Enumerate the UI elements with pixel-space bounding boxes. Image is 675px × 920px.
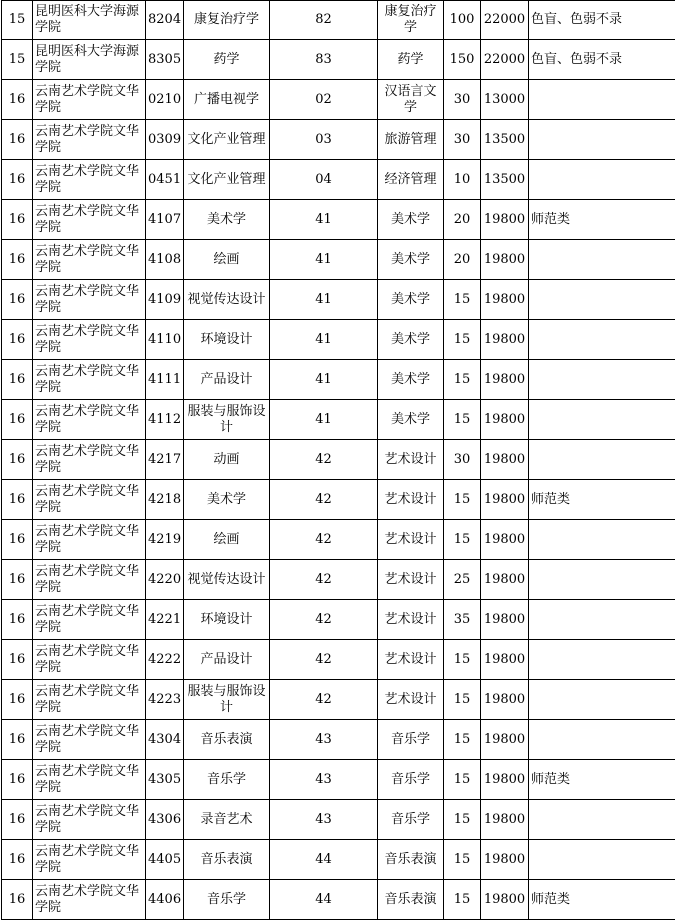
group-code-cell: 41 — [270, 360, 378, 400]
plan-count-cell: 100 — [444, 1, 481, 40]
tuition-fee-cell: 19800 — [481, 720, 529, 760]
major-code-cell: 0451 — [146, 160, 184, 200]
note-cell: 色盲、色弱不录 — [529, 1, 675, 40]
note-cell — [529, 240, 675, 280]
major-name-cell: 广播电视学 — [184, 80, 270, 120]
group-name-cell: 经济管理 — [378, 160, 444, 200]
group-name-cell: 音乐学 — [378, 720, 444, 760]
table-row — [2, 640, 675, 680]
group-code-cell: 42 — [270, 520, 378, 560]
table-row — [2, 40, 675, 80]
table-row — [2, 80, 675, 120]
table-row — [2, 600, 675, 640]
major-name-cell: 药学 — [184, 40, 270, 80]
group-code-cell: 42 — [270, 680, 378, 720]
table-row — [2, 680, 675, 720]
plan-count-cell: 15 — [444, 840, 481, 880]
table-row — [2, 440, 675, 480]
table-row — [2, 400, 675, 440]
group-code-cell: 42 — [270, 560, 378, 600]
plan-count-cell: 15 — [444, 360, 481, 400]
tuition-fee-cell: 13500 — [481, 120, 529, 160]
table-row — [2, 280, 675, 320]
plan-count-cell: 20 — [444, 240, 481, 280]
major-code-cell: 0210 — [146, 80, 184, 120]
major-name-cell: 文化产业管理 — [184, 160, 270, 200]
group-name-cell: 美术学 — [378, 240, 444, 280]
school-name-cell: 云南艺术学院文华学院 — [33, 320, 146, 360]
batch-cell: 16 — [2, 720, 33, 760]
school-name-cell: 云南艺术学院文华学院 — [33, 640, 146, 680]
note-cell — [529, 800, 675, 840]
major-name-cell: 绘画 — [184, 520, 270, 560]
school-name-cell: 云南艺术学院文华学院 — [33, 160, 146, 200]
batch-cell: 16 — [2, 80, 33, 120]
table-row — [2, 160, 675, 200]
group-name-cell: 汉语言文学 — [378, 80, 444, 120]
table-row — [2, 760, 675, 800]
table-row — [2, 240, 675, 280]
tuition-fee-cell: 19800 — [481, 200, 529, 240]
tuition-fee-cell: 19800 — [481, 320, 529, 360]
tuition-fee-cell: 19800 — [481, 440, 529, 480]
table-row — [2, 800, 675, 840]
plan-count-cell: 35 — [444, 600, 481, 640]
school-name-cell: 云南艺术学院文华学院 — [33, 480, 146, 520]
major-name-cell: 音乐表演 — [184, 840, 270, 880]
plan-count-cell: 15 — [444, 720, 481, 760]
group-code-cell: 42 — [270, 480, 378, 520]
plan-count-cell: 20 — [444, 200, 481, 240]
batch-cell: 16 — [2, 200, 33, 240]
group-name-cell: 美术学 — [378, 200, 444, 240]
major-name-cell: 录音艺术 — [184, 800, 270, 840]
tuition-fee-cell: 19800 — [481, 680, 529, 720]
table-row — [2, 720, 675, 760]
batch-cell: 16 — [2, 840, 33, 880]
group-code-cell: 43 — [270, 720, 378, 760]
batch-cell: 16 — [2, 360, 33, 400]
note-cell: 师范类 — [529, 200, 675, 240]
table-row — [2, 320, 675, 360]
school-name-cell: 云南艺术学院文华学院 — [33, 360, 146, 400]
major-code-cell: 4111 — [146, 360, 184, 400]
batch-cell: 16 — [2, 280, 33, 320]
major-name-cell: 服装与服饰设计 — [184, 400, 270, 440]
school-name-cell: 云南艺术学院文华学院 — [33, 840, 146, 880]
major-code-cell: 4305 — [146, 760, 184, 800]
group-code-cell: 43 — [270, 760, 378, 800]
table-row — [2, 840, 675, 880]
plan-count-cell: 15 — [444, 680, 481, 720]
batch-cell: 15 — [2, 1, 33, 40]
group-code-cell: 83 — [270, 40, 378, 80]
note-cell — [529, 320, 675, 360]
group-name-cell: 美术学 — [378, 400, 444, 440]
school-name-cell: 云南艺术学院文华学院 — [33, 280, 146, 320]
group-name-cell: 音乐学 — [378, 800, 444, 840]
group-name-cell: 音乐表演 — [378, 840, 444, 880]
batch-cell: 16 — [2, 760, 33, 800]
tuition-fee-cell: 19800 — [481, 800, 529, 840]
school-name-cell: 云南艺术学院文华学院 — [33, 560, 146, 600]
major-name-cell: 美术学 — [184, 480, 270, 520]
school-name-cell: 云南艺术学院文华学院 — [33, 120, 146, 160]
group-name-cell: 艺术设计 — [378, 520, 444, 560]
major-name-cell: 音乐表演 — [184, 720, 270, 760]
plan-count-cell: 30 — [444, 440, 481, 480]
school-name-cell: 云南艺术学院文华学院 — [33, 880, 146, 920]
major-name-cell: 视觉传达设计 — [184, 560, 270, 600]
note-cell — [529, 440, 675, 480]
batch-cell: 16 — [2, 640, 33, 680]
group-code-cell: 44 — [270, 840, 378, 880]
note-cell — [529, 400, 675, 440]
group-name-cell: 美术学 — [378, 320, 444, 360]
group-name-cell: 美术学 — [378, 280, 444, 320]
major-code-cell: 4223 — [146, 680, 184, 720]
batch-cell: 16 — [2, 440, 33, 480]
note-cell — [529, 280, 675, 320]
major-name-cell: 音乐学 — [184, 880, 270, 920]
admission-plan-table — [1, 0, 675, 920]
table-row — [2, 560, 675, 600]
group-code-cell: 42 — [270, 440, 378, 480]
table-row — [2, 880, 675, 920]
batch-cell: 16 — [2, 800, 33, 840]
batch-cell: 16 — [2, 400, 33, 440]
group-code-cell: 82 — [270, 1, 378, 40]
plan-count-cell: 30 — [444, 80, 481, 120]
tuition-fee-cell: 19800 — [481, 480, 529, 520]
major-code-cell: 4222 — [146, 640, 184, 680]
major-name-cell: 绘画 — [184, 240, 270, 280]
group-code-cell: 41 — [270, 280, 378, 320]
batch-cell: 16 — [2, 240, 33, 280]
note-cell: 师范类 — [529, 480, 675, 520]
batch-cell: 16 — [2, 320, 33, 360]
plan-count-cell: 15 — [444, 880, 481, 920]
group-code-cell: 02 — [270, 80, 378, 120]
major-code-cell: 4221 — [146, 600, 184, 640]
major-name-cell: 视觉传达设计 — [184, 280, 270, 320]
group-name-cell: 音乐表演 — [378, 880, 444, 920]
note-cell — [529, 840, 675, 880]
major-code-cell: 4112 — [146, 400, 184, 440]
major-name-cell: 产品设计 — [184, 360, 270, 400]
school-name-cell: 云南艺术学院文华学院 — [33, 600, 146, 640]
major-name-cell: 文化产业管理 — [184, 120, 270, 160]
plan-count-cell: 15 — [444, 520, 481, 560]
batch-cell: 16 — [2, 480, 33, 520]
plan-count-cell: 15 — [444, 280, 481, 320]
major-code-cell: 4220 — [146, 560, 184, 600]
major-name-cell: 环境设计 — [184, 320, 270, 360]
group-code-cell: 03 — [270, 120, 378, 160]
note-cell: 师范类 — [529, 760, 675, 800]
major-code-cell: 4107 — [146, 200, 184, 240]
school-name-cell: 云南艺术学院文华学院 — [33, 400, 146, 440]
group-code-cell: 42 — [270, 640, 378, 680]
tuition-fee-cell: 19800 — [481, 560, 529, 600]
plan-count-cell: 15 — [444, 640, 481, 680]
major-code-cell: 4219 — [146, 520, 184, 560]
group-code-cell: 41 — [270, 320, 378, 360]
note-cell — [529, 360, 675, 400]
major-code-cell: 4108 — [146, 240, 184, 280]
group-name-cell: 康复治疗学 — [378, 1, 444, 40]
group-name-cell: 旅游管理 — [378, 120, 444, 160]
note-cell — [529, 640, 675, 680]
note-cell — [529, 520, 675, 560]
school-name-cell: 云南艺术学院文华学院 — [33, 440, 146, 480]
group-code-cell: 41 — [270, 240, 378, 280]
tuition-fee-cell: 19800 — [481, 400, 529, 440]
batch-cell: 16 — [2, 600, 33, 640]
table-row — [2, 520, 675, 560]
major-code-cell: 4406 — [146, 880, 184, 920]
plan-count-cell: 150 — [444, 40, 481, 80]
group-name-cell: 艺术设计 — [378, 640, 444, 680]
group-name-cell: 艺术设计 — [378, 440, 444, 480]
major-code-cell: 4218 — [146, 480, 184, 520]
group-name-cell: 美术学 — [378, 360, 444, 400]
table-row — [2, 480, 675, 520]
table-body — [2, 1, 675, 920]
school-name-cell: 云南艺术学院文华学院 — [33, 680, 146, 720]
tuition-fee-cell: 22000 — [481, 1, 529, 40]
note-cell: 色盲、色弱不录 — [529, 40, 675, 80]
batch-cell: 15 — [2, 40, 33, 80]
school-name-cell: 云南艺术学院文华学院 — [33, 80, 146, 120]
tuition-fee-cell: 19800 — [481, 520, 529, 560]
tuition-fee-cell: 19800 — [481, 760, 529, 800]
tuition-fee-cell: 13500 — [481, 160, 529, 200]
tuition-fee-cell: 19800 — [481, 840, 529, 880]
major-code-cell: 4304 — [146, 720, 184, 760]
group-name-cell: 艺术设计 — [378, 560, 444, 600]
major-code-cell: 4109 — [146, 280, 184, 320]
school-name-cell: 云南艺术学院文华学院 — [33, 800, 146, 840]
note-cell — [529, 120, 675, 160]
group-code-cell: 44 — [270, 880, 378, 920]
major-name-cell: 康复治疗学 — [184, 1, 270, 40]
plan-count-cell: 30 — [444, 120, 481, 160]
tuition-fee-cell: 19800 — [481, 600, 529, 640]
school-name-cell: 云南艺术学院文华学院 — [33, 240, 146, 280]
tuition-fee-cell: 13000 — [481, 80, 529, 120]
major-code-cell: 4110 — [146, 320, 184, 360]
batch-cell: 16 — [2, 880, 33, 920]
tuition-fee-cell: 19800 — [481, 240, 529, 280]
tuition-fee-cell: 19800 — [481, 280, 529, 320]
group-name-cell: 艺术设计 — [378, 600, 444, 640]
major-name-cell: 动画 — [184, 440, 270, 480]
group-code-cell: 42 — [270, 600, 378, 640]
plan-count-cell: 10 — [444, 160, 481, 200]
batch-cell: 16 — [2, 120, 33, 160]
tuition-fee-cell: 22000 — [481, 40, 529, 80]
plan-count-cell: 15 — [444, 480, 481, 520]
school-name-cell: 昆明医科大学海源学院 — [33, 40, 146, 80]
major-code-cell: 4306 — [146, 800, 184, 840]
tuition-fee-cell: 19800 — [481, 640, 529, 680]
table-row — [2, 200, 675, 240]
group-name-cell: 药学 — [378, 40, 444, 80]
plan-count-cell: 15 — [444, 760, 481, 800]
note-cell — [529, 720, 675, 760]
major-code-cell: 0309 — [146, 120, 184, 160]
major-code-cell: 4217 — [146, 440, 184, 480]
table-row — [2, 360, 675, 400]
note-cell — [529, 680, 675, 720]
group-name-cell: 艺术设计 — [378, 480, 444, 520]
note-cell — [529, 160, 675, 200]
school-name-cell: 云南艺术学院文华学院 — [33, 520, 146, 560]
major-name-cell: 环境设计 — [184, 600, 270, 640]
major-code-cell: 4405 — [146, 840, 184, 880]
note-cell — [529, 560, 675, 600]
batch-cell: 16 — [2, 520, 33, 560]
tuition-fee-cell: 19800 — [481, 360, 529, 400]
group-code-cell: 41 — [270, 400, 378, 440]
school-name-cell: 云南艺术学院文华学院 — [33, 200, 146, 240]
plan-count-cell: 15 — [444, 320, 481, 360]
school-name-cell: 昆明医科大学海源学院 — [33, 1, 146, 40]
table-row — [2, 1, 675, 40]
major-name-cell: 音乐学 — [184, 760, 270, 800]
major-name-cell: 服装与服饰设计 — [184, 680, 270, 720]
group-name-cell: 音乐学 — [378, 760, 444, 800]
major-code-cell: 8305 — [146, 40, 184, 80]
batch-cell: 16 — [2, 560, 33, 600]
batch-cell: 16 — [2, 160, 33, 200]
tuition-fee-cell: 19800 — [481, 880, 529, 920]
note-cell — [529, 600, 675, 640]
table-row — [2, 120, 675, 160]
plan-count-cell: 25 — [444, 560, 481, 600]
school-name-cell: 云南艺术学院文华学院 — [33, 760, 146, 800]
school-name-cell: 云南艺术学院文华学院 — [33, 720, 146, 760]
note-cell — [529, 80, 675, 120]
major-name-cell: 产品设计 — [184, 640, 270, 680]
group-name-cell: 艺术设计 — [378, 680, 444, 720]
major-name-cell: 美术学 — [184, 200, 270, 240]
group-code-cell: 04 — [270, 160, 378, 200]
major-code-cell: 8204 — [146, 1, 184, 40]
group-code-cell: 41 — [270, 200, 378, 240]
note-cell: 师范类 — [529, 880, 675, 920]
plan-count-cell: 15 — [444, 800, 481, 840]
batch-cell: 16 — [2, 680, 33, 720]
plan-count-cell: 15 — [444, 400, 481, 440]
group-code-cell: 43 — [270, 800, 378, 840]
